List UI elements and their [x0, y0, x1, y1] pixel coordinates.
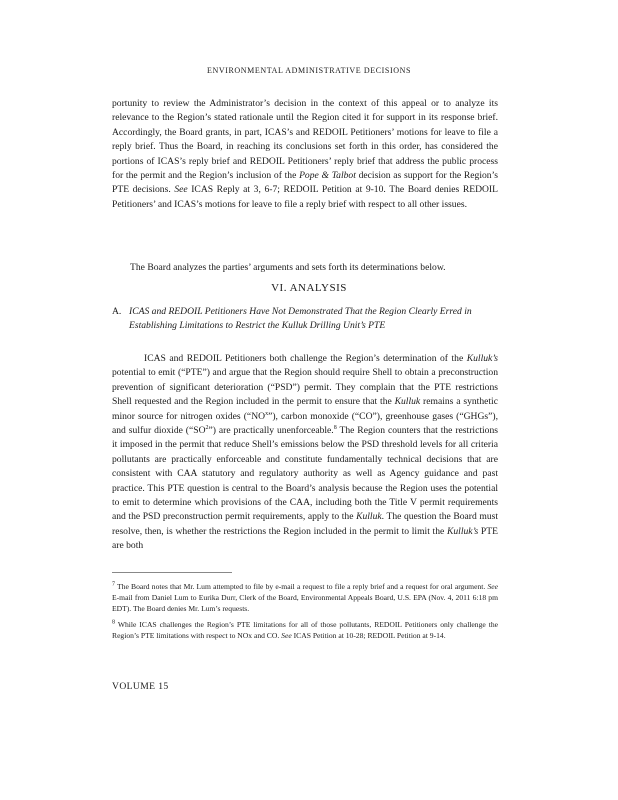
superscript: x [265, 410, 269, 417]
section-heading-analysis: VI. ANALYSIS [271, 282, 347, 294]
running-header: ENVIRONMENTAL ADMINISTRATIVE DECISIONS [206, 66, 412, 75]
italic-run: Pope & Talbot [299, 170, 356, 182]
volume-label: VOLUME 15 [112, 681, 169, 692]
footnote-divider [112, 572, 232, 573]
superscript: 2 [205, 424, 209, 431]
italic-run: See [281, 631, 292, 640]
footnote-7: $^7$ The Board notes that Mr. Lum attempted to file by e-mail a request to file a reply brief and a request for oral argument. See E-mail from Daniel Lum to Eurika Durr, Clerk of the Board, Environmental Appeals Board, U.S. EPA (Nov. 4, 2011 6:18 pm EDT). The Board denies Mr. Lum’s requests. [112, 581, 498, 613]
italic-run: Kulluk’s [446, 525, 479, 537]
subsection-letter: A. [112, 306, 122, 317]
superscript: 8 [333, 424, 337, 431]
subsection-title: ICAS and REDOIL Petitioners Have Not Demonstrated That the Region Clearly Erred in Establishing Limitations to Restrict the Kulluk Drilling Unit’s PTE [129, 306, 472, 332]
subsection-heading [112, 305, 498, 334]
paragraph-board-analyzes: The Board analyzes the parties’ arguments and sets forth its determinations below. [130, 262, 446, 273]
paragraph-pte-challenge: ICAS and REDOIL Petitioners both challenge the Region’s determination of the Kulluk’s potential to emit (“PTE”) and argue that the Region should require Shell to obtain a preconstruction prevention of significant deterioration (“PSD”) permit. They complain that the PTE restrictions Shell requested and the Region included in the permit to ensure that the Kulluk remains a synthetic minor source for nitrogen oxides $(“NO^x”)$, carbon monoxide (“CO”), greenhouse gases (“GHGs”), and sulfur dioxide $(“SO^2”)$ are practically unenforceable.$^8$ The Region counters that the restrictions it imposed in the permit that reduce Shell’s emissions below the PSD threshold levels for all criteria pollutants are practically enforceable and constitute fundamentally technical decisions that are consistent with CAA statutory and regulatory authority as well as Agency guidance and past practice. This PTE question is central to the Board’s analysis because the Region uses the potential to emit to determine which provisions of the CAA, including both the Title V permit requirements and the PSD preconstruction permit requirements, apply to the Kulluk. The question the Board must resolve, then, is whether the restrictions the Region included in the permit to limit the Kulluk’s PTE are both [112, 353, 499, 552]
italic-run: See [487, 582, 498, 591]
italic-run: Kulluk [394, 396, 421, 408]
superscript: 8 [112, 619, 115, 626]
footnote-8: $^8$ While ICAS challenges the Region’s PTE limitations for all of those pollutants, REDOIL Petitioners only challenge the Region’s PTE limitations with respect to NOx and CO. See ICAS Petition at 10-28; REDOIL Petition at 9-14. [112, 619, 498, 640]
italic-run: Kulluk [356, 511, 382, 523]
italic-run: See [174, 184, 188, 196]
italic-run: Kulluk [281, 320, 308, 332]
paragraph-continued: portunity to review the Administrator’s decision in the context of this appeal or to analyze its relevance to the Region’s stated rationale until the Region cited it for support in its response brief. Accordingly, the Board grants, in part, ICAS’s and REDOIL Petitioners’ motions for leave to file a reply brief. Thus the Board, in reaching its conclusions set forth in this order, has considered the portions of ICAS’s reply brief and REDOIL Petitioners’ reply brief that address the public process for the permit and the Region’s inclusion of the Pope & Talbot decision as support for the Region’s PTE decisions. See ICAS Reply at 3, 6-7; REDOIL Petition at 9-10. The Board denies REDOIL Petitioners’ and ICAS’s motions for leave to file a reply brief with respect to all other issues. [112, 98, 498, 210]
italic-run: Kulluk’s [466, 353, 498, 364]
superscript: 7 [112, 581, 115, 588]
